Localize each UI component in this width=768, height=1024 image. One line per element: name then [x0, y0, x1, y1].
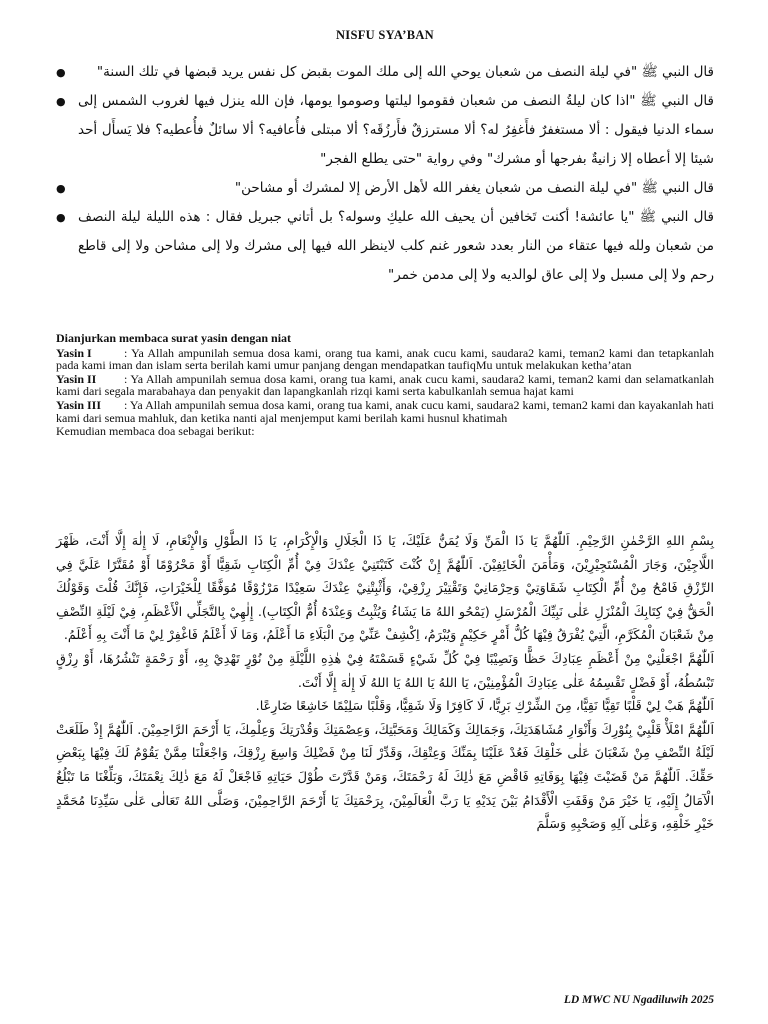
yasin-text: : Ya Allah ampunilah semua dosa kami, orang tua kami, anak cucu kami, saudara2 kami, teman2 kami dan tetapkanlah pada kami iman dan islam serta berilah kami umur panjang dengan mendapatkan taufiqMu untuk melakukan ketha’atan [56, 345, 714, 373]
hadith-text: قال النبي ﷺ "في ليلة النصف من شعبان يغفر الله لأهل الأرض إلا لمشرك أو مشاحن" [234, 180, 714, 196]
bullet-icon: ● [56, 182, 66, 195]
bullet-icon: ● [56, 95, 66, 108]
section-heading: Dianjurkan membaca surat yasin dengan niat [56, 331, 292, 345]
yasin-intention [56, 373, 714, 398]
yasin-text: : Ya Allah ampunilah semua dosa kami, orang tua kami, anak cucu kami, saudara2 kami, teman2 kami dan selamatkanlah kami dari segala marabahaya dan penyakit dan lapangkanlah rizqi kami serta kabulkanlah semua hajat kami [56, 371, 714, 399]
yasin-section [56, 332, 714, 438]
bullet-icon: ● [56, 66, 66, 79]
yasin-intention [56, 347, 714, 372]
doa-paragraph: بِسْمِ اللهِ الرَّحْمٰنِ الرَّحِيْمِ. اَللّٰهُمَّ يَا ذَا الْمَنِّ وَلَا يُمَنُّ عَلَيْكَ، يَا ذَا الْجَلَالِ وَالْإِكْرَامِ، يَا ذَا الطَّوْلِ وَالْإِنْعَامِ، لَا إِلٰهَ إِلَّا أَنْتَ، ظَهْرَ اللَّاجِيْنَ، وَجَارَ الْمُسْتَجِيْرِيْنَ، وَمَأْمَنَ الْخَائِفِيْنَ. اَللّٰهُمَّ إِنْ كُنْتَ كَتَبْتَنِيْ عِنْدَكَ فِيْ أُمِّ الْكِتَابِ شَقِيًّا أَوْ مَحْرُوْمًا أَوْ مُقَتَّرًا عَلَيَّ فِي الرِّزْقِ فَامْحُ مِنْ أُمِّ الْكِتَابِ شَقَاوَتِيْ وَحِرْمَانِيْ وَتَقْتِيْرَ رِزْقِيْ، وَأَثْبِتْنِيْ عِنْدَكَ سَعِيْدًا مَرْزُوْقًا مُوَفَّقًا لِلْخَيْرَاتِ، فَإِنَّكَ قُلْتَ وَقَوْلُكَ الْحَقُّ فِيْ كِتَابِكَ الْمُنْزَلِ عَلٰى نَبِيِّكَ الْمُرْسَلِ (يَمْحُو اللهُ مَا يَشَاءُ وَيُثْبِتُ وَعِنْدَهُ أُمُّ الْكِتَابِ). إِلٰهِيْ بِالتَّجَلِّي الْأَعْظَمِ، فِيْ لَيْلَةِ النِّصْفِ مِنْ شَعْبَانَ الْمُكَرَّمِ، الَّتِيْ يُفْرَقُ فِيْهَا كُلُّ أَمْرٍ حَكِيْمٍ وَيُبْرَمُ، اِكْشِفْ عَنِّيْ مِنَ الْبَلَاءِ مَا أَعْلَمُ، وَمَا لَا أَعْلَمُ فَاغْفِرْ لِيْ مَا أَنْتَ بِهِ أَعْلَمُ. [56, 534, 714, 644]
doa-paragraph: اَللّٰهُمَّ اجْعَلْنِيْ مِنْ أَعْظَمِ عِبَادِكَ حَظًّا وَنَصِيْبًا فِيْ كُلِّ شَيْءٍ قَسَمْتَهُ فِيْ هٰذِهِ اللَّيْلَةِ مِنْ نُوْرٍ تَهْدِيْ بِهِ، أَوْ رَحْمَةٍ تَنْشُرُهَا، أَوْ رِزْقٍ تَبْسُطُهُ، أَوْ فَضْلٍ تَقْسِمُهُ عَلٰى عِبَادِكَ الْمُؤْمِنِيْنَ، يَا اللهُ يَا اللهُ يَا اللهُ لَا إِلٰهَ إِلَّا أَنْتَ. [56, 651, 714, 691]
hadith-item [56, 58, 714, 87]
page-title: NISFU SYA’BAN [335, 28, 435, 42]
yasin-text: : Ya Allah ampunilah semua dosa kami, orang tua kami, anak cucu kami, saudara2 kami, teman2 kami dan kayakanlah hati kami dari semua mahluk, dan ketika nanti ajal menjemput kami berilah kami husnul khatimah [56, 397, 714, 425]
hadith-item [56, 203, 714, 290]
doa-text [56, 530, 714, 837]
doa-paragraph: اَللّٰهُمَّ امْلَأْ قَلْبِيْ بِنُوْرِكَ وَأَنْوَارِ مُشَاهَدَتِكَ، وَجَمَالِكَ وَكَمَالِكَ وَمَحَبَّتِكَ، وَعِصْمَتِكَ وَقُدْرَتِكَ وَعِلْمِكَ، يَا أَرْحَمَ الرَّاحِمِيْنَ. اَللّٰهُمَّ إِذْ طَلَعَتْ لَيْلَةُ النِّصْفِ مِنْ شَعْبَانَ عَلٰى خَلْقِكَ فَعُدْ عَلَيْنَا بِمَنِّكَ وَعِتْقِكَ، وَقَدِّرْ لَنَا مِنْ فَضْلِكَ وَاسِعَ رِزْقِكَ، وَاجْعَلْنَا مِمَّنْ يَقُوْمُ لَكَ فِيْهَا بِبَعْضِ حَقِّكَ. اَللّٰهُمَّ مَنْ قَضَيْتَ فِيْهَا بِوَفَاتِهِ فَاقْضِ مَعَ ذٰلِكَ لَهُ رَحْمَتَكَ، وَمَنْ قَدَّرْتَ طُوْلَ حَيَاتِهِ فَاجْعَلْ لَهُ مَعَ ذٰلِكَ نِعْمَتَكَ، وَبَلِّغْنَا مَا تَبْلُغُ الْآمَالُ إِلَيْهِ، يَا خَيْرَ مَنْ وَقَفَتِ الْأَقْدَامُ بَيْنَ يَدَيْهِ يَا رَبَّ الْعَالَمِيْنَ، بِرَحْمَتِكَ يَا أَرْحَمَ الرَّاحِمِيْنَ، وَصَلَّى اللهُ تَعَالٰى عَلٰى سَيِّدِنَا مُحَمَّدٍ خَيْرِ خَلْقِهِ، وَعَلٰى آلِهِ وَصَحْبِهِ وَسَلَّمَ [56, 722, 714, 833]
hadith-item [56, 174, 714, 203]
footer-credit: LD MWC NU Ngadiluwih 2025 [563, 994, 714, 1006]
bullet-icon: ● [56, 211, 66, 224]
yasin-label: Yasin III [56, 397, 102, 412]
yasin-label: Yasin II [56, 371, 97, 386]
yasin-intention [56, 399, 714, 424]
hadith-item [56, 87, 714, 174]
hadith-list [56, 58, 714, 290]
doa-paragraph: اَللّٰهُمَّ هَبْ لِيْ قَلْبًا تَقِيًّا نَقِيًّا، مِنَ الشِّرْكِ بَرِيًّا، لَا كَافِرًا وَلَا شَقِيًّا، وَقَلْبًا سَلِيْمًا خَاشِعًا ضَارِعًا. [255, 699, 714, 715]
doa-intro: Kemudian membaca doa sebagai berikut: [56, 424, 255, 439]
document-page [56, 0, 714, 1024]
hadith-text: قال النبي ﷺ "يا عائشة! أكنت تَخافين أن يحيف الله عليكِ وسوله؟ بل أتاني جبريل فقال : هذه الليلة ليلة النصف من شعبان ولله فيها عتقاء من النار بعدد شعور غنم كلب لاينظر الله فيها إلى مشرك ولا إلى مشاحن ولا إلى قاطع رحم ولا إلى مسبل ولا إلى عاق لوالديه ولا إلى مدمن خمر" [78, 209, 714, 283]
yasin-label: Yasin I [56, 345, 92, 360]
hadith-text: قال النبي ﷺ "في ليلة النصف من شعبان يوحي الله إلى ملك الموت بقبض كل نفس يريد قبضها في تلك السنة" [96, 64, 714, 80]
hadith-text: قال النبي ﷺ "اذا كان ليلةُ النصف من شعبان فقوموا ليلتها وصوموا يومها، فإن الله ينزل فيها لغروب الشمس إلى سماء الدنيا فيقول : ألا مستغفرٌ فأَغفِرُ له؟ ألا مسترزقٌ فأَرزُقَه؟ ألا مبتلى فأُعافيه؟ ألا سائلٌ فأُعطيه؟ فلا يَسأَل أحد شيئا إلا أعطاه إلا زانيةٌ بفرجها أو مشرك" وفي رواية "حتى يطلع الفجر" [78, 93, 714, 167]
